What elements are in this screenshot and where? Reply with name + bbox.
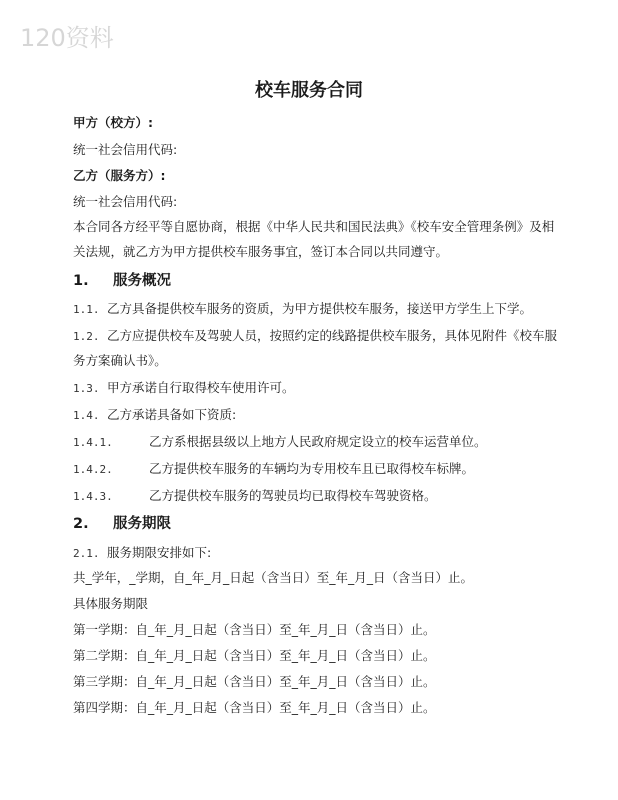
specific-period-label: 具体服务期限 — [73, 596, 149, 611]
document-title: 校车服务合同 — [255, 80, 363, 101]
clause-2-1 — [73, 543, 211, 561]
section-1-heading — [73, 269, 171, 290]
clause-text: 服务期限安排如下: — [107, 545, 212, 560]
clause-1-4-3 — [73, 486, 437, 504]
party-b-credit-code: 统一社会信用代码: — [73, 194, 178, 209]
clause-text: 乙方提供校车服务的驾驶员均已取得校车驾驶资格。 — [149, 488, 437, 503]
watermark: 120资料 — [20, 24, 114, 52]
clause-number: 2.1. — [73, 547, 100, 560]
clause-text: 乙方系根据县级以上地方人民政府规定设立的校车运营单位。 — [149, 434, 487, 449]
clause-1-4-2 — [73, 459, 474, 477]
clause-text: 乙方应提供校车及驾驶人员，按照约定的线路提供校车服务，具体见附件《校车服 — [107, 328, 558, 343]
preamble-line-1: 本合同各方经平等自愿协商，根据《中华人民共和国民法典》《校车安全管理条例》及相 — [73, 219, 555, 234]
clause-1-4 — [73, 405, 236, 423]
section-1-number: 1. — [73, 273, 89, 289]
clause-1-1 — [73, 299, 532, 317]
section-2-title: 服务期限 — [113, 516, 171, 532]
party-b-label: 乙方（服务方）: — [73, 168, 166, 183]
term-2-period: 第二学期：自_年_月_日起（含当日）至_年_月_日（含当日）止。 — [73, 648, 436, 663]
clause-1-2-continuation: 务方案确认书》。 — [73, 353, 167, 368]
preamble-line-2: 关法规，就乙方为甲方提供校车服务事宜，签订本合同以共同遵守。 — [73, 244, 449, 259]
term-4-period: 第四学期：自_年_月_日起（含当日）至_年_月_日（含当日）止。 — [73, 700, 436, 715]
clause-number: 1.1. — [73, 303, 100, 316]
clause-text: 乙方承诺具备如下资质: — [107, 407, 237, 422]
term-3-period: 第三学期：自_年_月_日起（含当日）至_年_月_日（含当日）止。 — [73, 674, 436, 689]
section-2-number: 2. — [73, 516, 89, 532]
clause-number: 1.4.2. — [73, 463, 113, 476]
section-2-heading — [73, 512, 171, 533]
section-1-title: 服务概况 — [113, 273, 171, 289]
clause-1-3 — [73, 378, 295, 396]
clause-number: 1.4. — [73, 409, 100, 422]
clause-number: 1.4.3. — [73, 490, 113, 503]
clause-number: 1.2. — [73, 330, 100, 343]
party-a-credit-code: 统一社会信用代码: — [73, 142, 178, 157]
clause-text: 乙方具备提供校车服务的资质，为甲方提供校车服务，接送甲方学生上下学。 — [107, 301, 533, 316]
clause-number: 1.3. — [73, 382, 100, 395]
term-1-period: 第一学期：自_年_月_日起（含当日）至_年_月_日（含当日）止。 — [73, 622, 436, 637]
clause-text: 甲方承诺自行取得校车使用许可。 — [107, 380, 295, 395]
clause-number: 1.4.1. — [73, 436, 113, 449]
clause-1-4-1 — [73, 432, 487, 450]
overall-service-period: 共_学年，_学期，自_年_月_日起（含当日）至_年_月_日（含当日）止。 — [73, 570, 474, 585]
party-a-label: 甲方（校方）: — [73, 115, 153, 130]
clause-1-2 — [73, 326, 557, 344]
clause-text: 乙方提供校车服务的车辆均为专用校车且已取得校车标牌。 — [149, 461, 475, 476]
